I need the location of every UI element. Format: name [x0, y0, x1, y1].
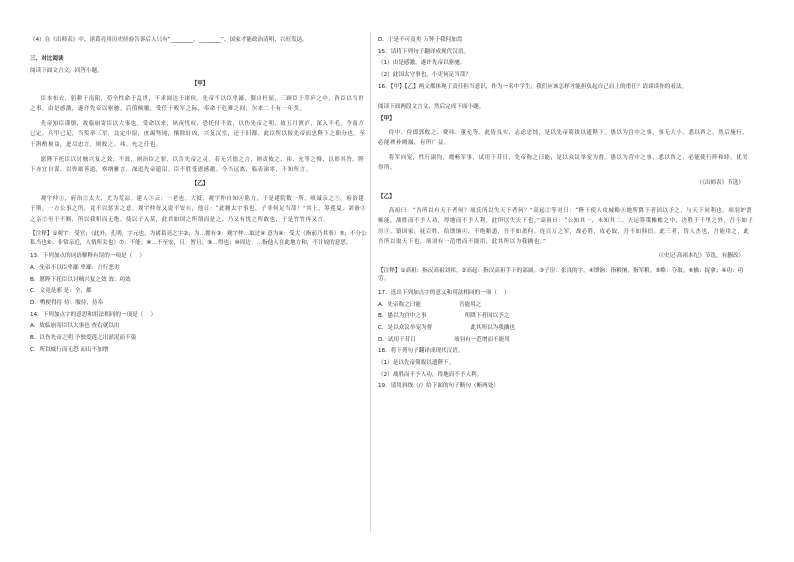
q17-option-c	[378, 324, 754, 333]
q17-a-left: A．先帝称之曰能	[378, 301, 421, 308]
yi-paragraph-1: 观宇仲①，府治②太大，尤为荒凉。建人③云：一老也。大抵，观宇仲自知④筋力，于是建院数一所，嗔诚亲之⑤。府治建于斯，一方公事之所，竟不以惩害之意。观宇仲每又说不安⑥，他日：“此翘太宇事也，子非何足当哉！”其上，筹莲夏，刘备③之亲②至于不断，所以我积而无绝。使以子入莫，此君如国之所谓而是之，乃又有忧之所敢也，于是竹竹再又言。	[30, 196, 367, 223]
q17-a-right: 吾能用之	[458, 301, 482, 308]
q17-d-right: 项羽有一范增而不能用	[453, 336, 510, 343]
q13-option-c: C．文竟是邪 是：全，都	[30, 288, 92, 295]
q17-option-b	[378, 312, 754, 321]
jia2-paragraph-1: 侍中、侍郎郭攸之、费祎、董允等，此皆良实，志虑忠纯，是以先帝简拔以遗陛下。愚以为宫中之事，事无大小，悉以咨之，然后施行，必能裨补阙漏，有所广益。	[378, 129, 749, 146]
q18-sub-2: （2）战胜而不予人功，得地而不予人利。	[378, 371, 483, 378]
yi2-paragraph-1: 高祖曰：“吾所以有天下者何？项氏所以失天下者何？”高起②等对曰：“陛下使人攻城略④地所降下者因以予之，与天下同利也。项羽妒贤嫉能，战胜而不予人功，得地而不予人利，此所以失天下也。”高祖曰：“公知其一，未知其二。夫运筹策帷帐之中，决胜于千里之外，吾不如子房③。镇国家，抚百姓，给馈饷④，不绝粮道，吾不如萧何。连百万之军，战必胜，攻必取，吾不如韩信。此三者，皆人杰也，吾能用之，此吾所以取天下也。项羽有一范增而不能用，此其所以为我擒也。”	[378, 207, 754, 245]
q17-option-d	[378, 336, 754, 345]
question-13: 13．下列加点的词语解释有误的一项是（ ）	[30, 253, 145, 260]
jia-paragraph-3: 愿陛下托臣以讨贼兴复之效；不效，则治臣之罪，以告先帝之灵。若无兴德之言，则责攸之、祎、允等之慢，以彰其咎。陛下亦宜自谋，以咨诹善道，察纳雅言，深追先帝遗诏。臣不胜受恩感激。今当远离，临表涕零，不知所言。	[30, 156, 365, 174]
yi2-annotation: 【注释】①高祖：指汉高祖刘邦。②高起：指汉高祖手下的部属。③子房：张良的字。④馈饷：指粮饷，指军粮。⑤略：夺取。⑥擒：捉拿；④功：功劳。	[378, 267, 744, 283]
yi-label-2: 【乙】	[378, 194, 395, 201]
q13-option-b: B．愿陛下托臣以讨贼兴复之效 效：功效	[30, 276, 131, 283]
question-4: （4）在《出师表》中，诸葛亮用历史经验告诉后人只有“________，________”，国家才能政治清明、兴旺发达。	[30, 37, 308, 43]
q18-sub-1: （1）是以先帝简拔以遗陛下。	[378, 359, 455, 366]
reading-instruction: 阅读下面文言文，回答小题。	[30, 68, 103, 75]
question-16: 16．【甲】【乙】两文都体现了责任担当意识，作为一名中学生，我们应该怎样才能担负起自己肩上的重任？请谈谈你的看法。	[378, 83, 688, 90]
jia-label-2: 【甲】	[378, 115, 395, 122]
right-column	[378, 36, 754, 394]
question-19: 19．请用斜线（/）给下面的句子断句（断两处）	[378, 383, 499, 390]
yi-annotation: 【注释】①观宇：受官；（此外，孔明，字元也，为诸葛亮之字②；为…拥有③：观宇仲…取过④ 意为④：受大（指前乃其事）⑤；不分公私当也⑥；非常亲近，人情所关也）⑦：不能；⑧…不至安，且：暂且；⑨…得也；⑩周边：…指他人在此地方和，不计较的意思。	[30, 230, 367, 246]
jia-label: 【甲】	[191, 80, 209, 87]
question-14: 14．下列加点字的意思和用法相同的一项是（ ）	[30, 311, 157, 318]
column-divider	[370, 32, 371, 532]
jia2-paragraph-2: 将军向宠，性行淑均，晓畅军事，试用于昔日，先帝称之曰能，是以众议举宠为督。愚以为营中之事，悉以咨之，必能使行阵和睦，优劣得所。	[378, 155, 749, 172]
left-column	[30, 36, 370, 357]
q17-d-left: D．试用于昔日	[378, 336, 416, 343]
q13-option-a: A．先帝不以臣卑鄙 卑鄙：言行恶劣	[30, 264, 120, 271]
q13-option-d: D．鸭便得侍 侍：服侍，侍奉	[30, 299, 104, 306]
jia-paragraph-1: 臣本布衣，躬耕于南阳，苟全性命于乱世，不求闻达于诸侯。先帝不以臣卑鄙，猥自枉屈，三顾臣于草庐之中，咨臣以当世之事，由是感激，遂许先帝以驱驰。后值倾覆，受任于败军之际，奉命于危难之间，尔来二十有一年矣。	[30, 95, 365, 112]
yi-label: 【乙】	[191, 181, 209, 188]
jia-paragraph-2: 先帝知臣谨慎，故临崩寄臣以大事也。受命以来，夙夜忧叹，恐托付不效，以伤先帝之明，故五月渡泸，深入不毛。今南方已定，兵甲已足，当奖率三军，北定中原，庶竭驽钝，攘除奸凶，兴复汉室，还于旧都。此臣所以报先帝而忠陛下之职分也。至于斟酌损益，进尽忠言，则攸之、祎、允之任也。	[30, 121, 366, 148]
jia2-source: （《出师表》节选）	[696, 179, 744, 186]
reading-instruction-2: 阅读下面两段文言文，然后完成下面小题。	[378, 104, 485, 111]
question-17: 17．选出下列加点字的意义和用法相同的一项（ ）	[378, 290, 510, 296]
section-3-heading: 三、对比阅读	[30, 55, 64, 62]
q14-option-d: D．于是不可及矣 万钟于我何加焉	[378, 37, 463, 43]
question-15: 15．请将下列句子翻译成现代汉语。	[378, 48, 470, 55]
q17-option-a	[378, 301, 754, 310]
question-18: 18．将下列句子翻译成现代汉语。	[378, 348, 464, 355]
q14-option-a: A．故临崩寄臣以大事也 查右就以出	[30, 323, 120, 330]
q15-sub-2: （2）此国太守事也，小吏何足当哉？	[378, 71, 472, 78]
q17-b-left: B．愚以为宫中之事	[378, 313, 427, 320]
q17-c-right: 此其所以为我擒也	[470, 324, 516, 331]
q15-sub-1: （1）由是感激，遂许先帝以驱驰。	[378, 60, 466, 67]
q14-option-c: C．所以威行而无恐 而山不加增	[30, 346, 109, 353]
q17-b-right: 所降下者因以予之	[464, 313, 510, 320]
yi2-source: （《史记·高祖本纪》节选，有删改）	[655, 253, 744, 260]
q14-option-b: B．以伤先帝之明 予独爱莲之出淤泥而不染	[30, 334, 137, 341]
q17-c-left: C．是以众议举宠为督	[378, 324, 433, 331]
